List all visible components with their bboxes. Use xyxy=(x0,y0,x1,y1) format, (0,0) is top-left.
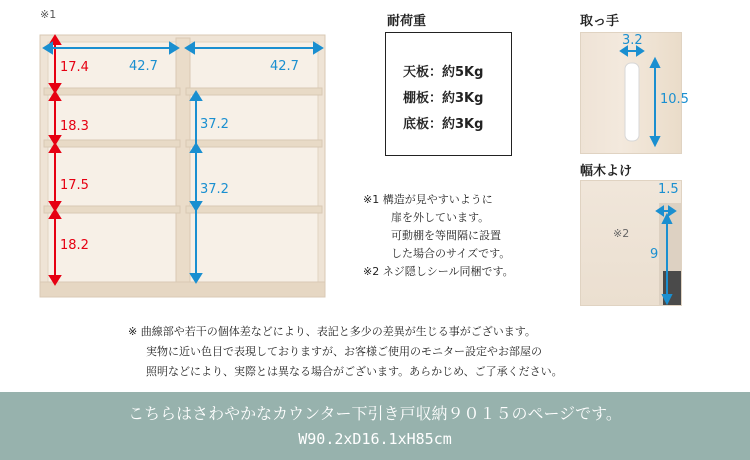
handle-height-label: 10.5 xyxy=(660,92,689,107)
height-label-3: 17.5 xyxy=(60,178,89,193)
disclaimer-line-3: 照明などにより、実際とは異なる場合がございます。あらかじめ、ご了承ください。 xyxy=(146,365,563,378)
baseboard-drawing xyxy=(581,181,681,305)
note-mark-1: ※1 xyxy=(40,8,57,21)
footer-banner xyxy=(0,392,750,460)
note-2: ※2 ネジ隠しシール同梱です。 xyxy=(363,265,514,278)
baseboard-mark: ※2 xyxy=(613,227,630,240)
load-title: 耐荷重 xyxy=(387,14,427,29)
baseboard-height-label: 9 xyxy=(650,247,659,262)
load-row-shelf: 棚板：約3Kg xyxy=(403,91,484,106)
note-1-line-4: した場合のサイズです。 xyxy=(391,247,511,260)
inner-height-label-1: 37.2 xyxy=(200,117,229,132)
disclaimer-line-2: 実物に近い色目で表現しておりますが、お客様ご使用のモニター設定やお部屋の xyxy=(146,345,542,358)
note-1-line-3: 可動棚を等間隔に設置 xyxy=(391,229,501,242)
load-row-top: 天板：約5Kg xyxy=(403,65,484,80)
load-box xyxy=(385,32,512,156)
handle-title: 取っ手 xyxy=(580,14,620,29)
handle-width-label: 3.2 xyxy=(622,33,643,48)
height-label-2: 18.3 xyxy=(60,119,89,134)
shelf-illustration xyxy=(0,0,340,310)
height-label-1: 17.4 xyxy=(60,60,89,75)
note-1-line-1: ※1 構造が見やすいように xyxy=(363,193,493,206)
footer-product-text: こちらはさわやかなカウンター下引き戸収納９０１５のページです。 xyxy=(128,404,622,423)
height-label-4: 18.2 xyxy=(60,238,89,253)
baseboard-photo xyxy=(580,180,682,306)
width-label-right: 42.7 xyxy=(270,59,299,74)
disclaimer-line-1: ※ 曲線部や若干の個体差などにより、表記と多少の差異が生じる事がございます。 xyxy=(128,325,536,338)
baseboard-title: 幅木よけ xyxy=(580,164,633,179)
load-row-bottom: 底板：約3Kg xyxy=(403,117,484,132)
baseboard-width-label: 1.5 xyxy=(658,182,679,197)
note-1-line-2: 扉を外しています。 xyxy=(391,211,490,224)
footer-dimensions: W90.2xD16.1xH85cm xyxy=(298,430,452,448)
inner-height-label-2: 37.2 xyxy=(200,182,229,197)
width-label-left: 42.7 xyxy=(129,59,158,74)
